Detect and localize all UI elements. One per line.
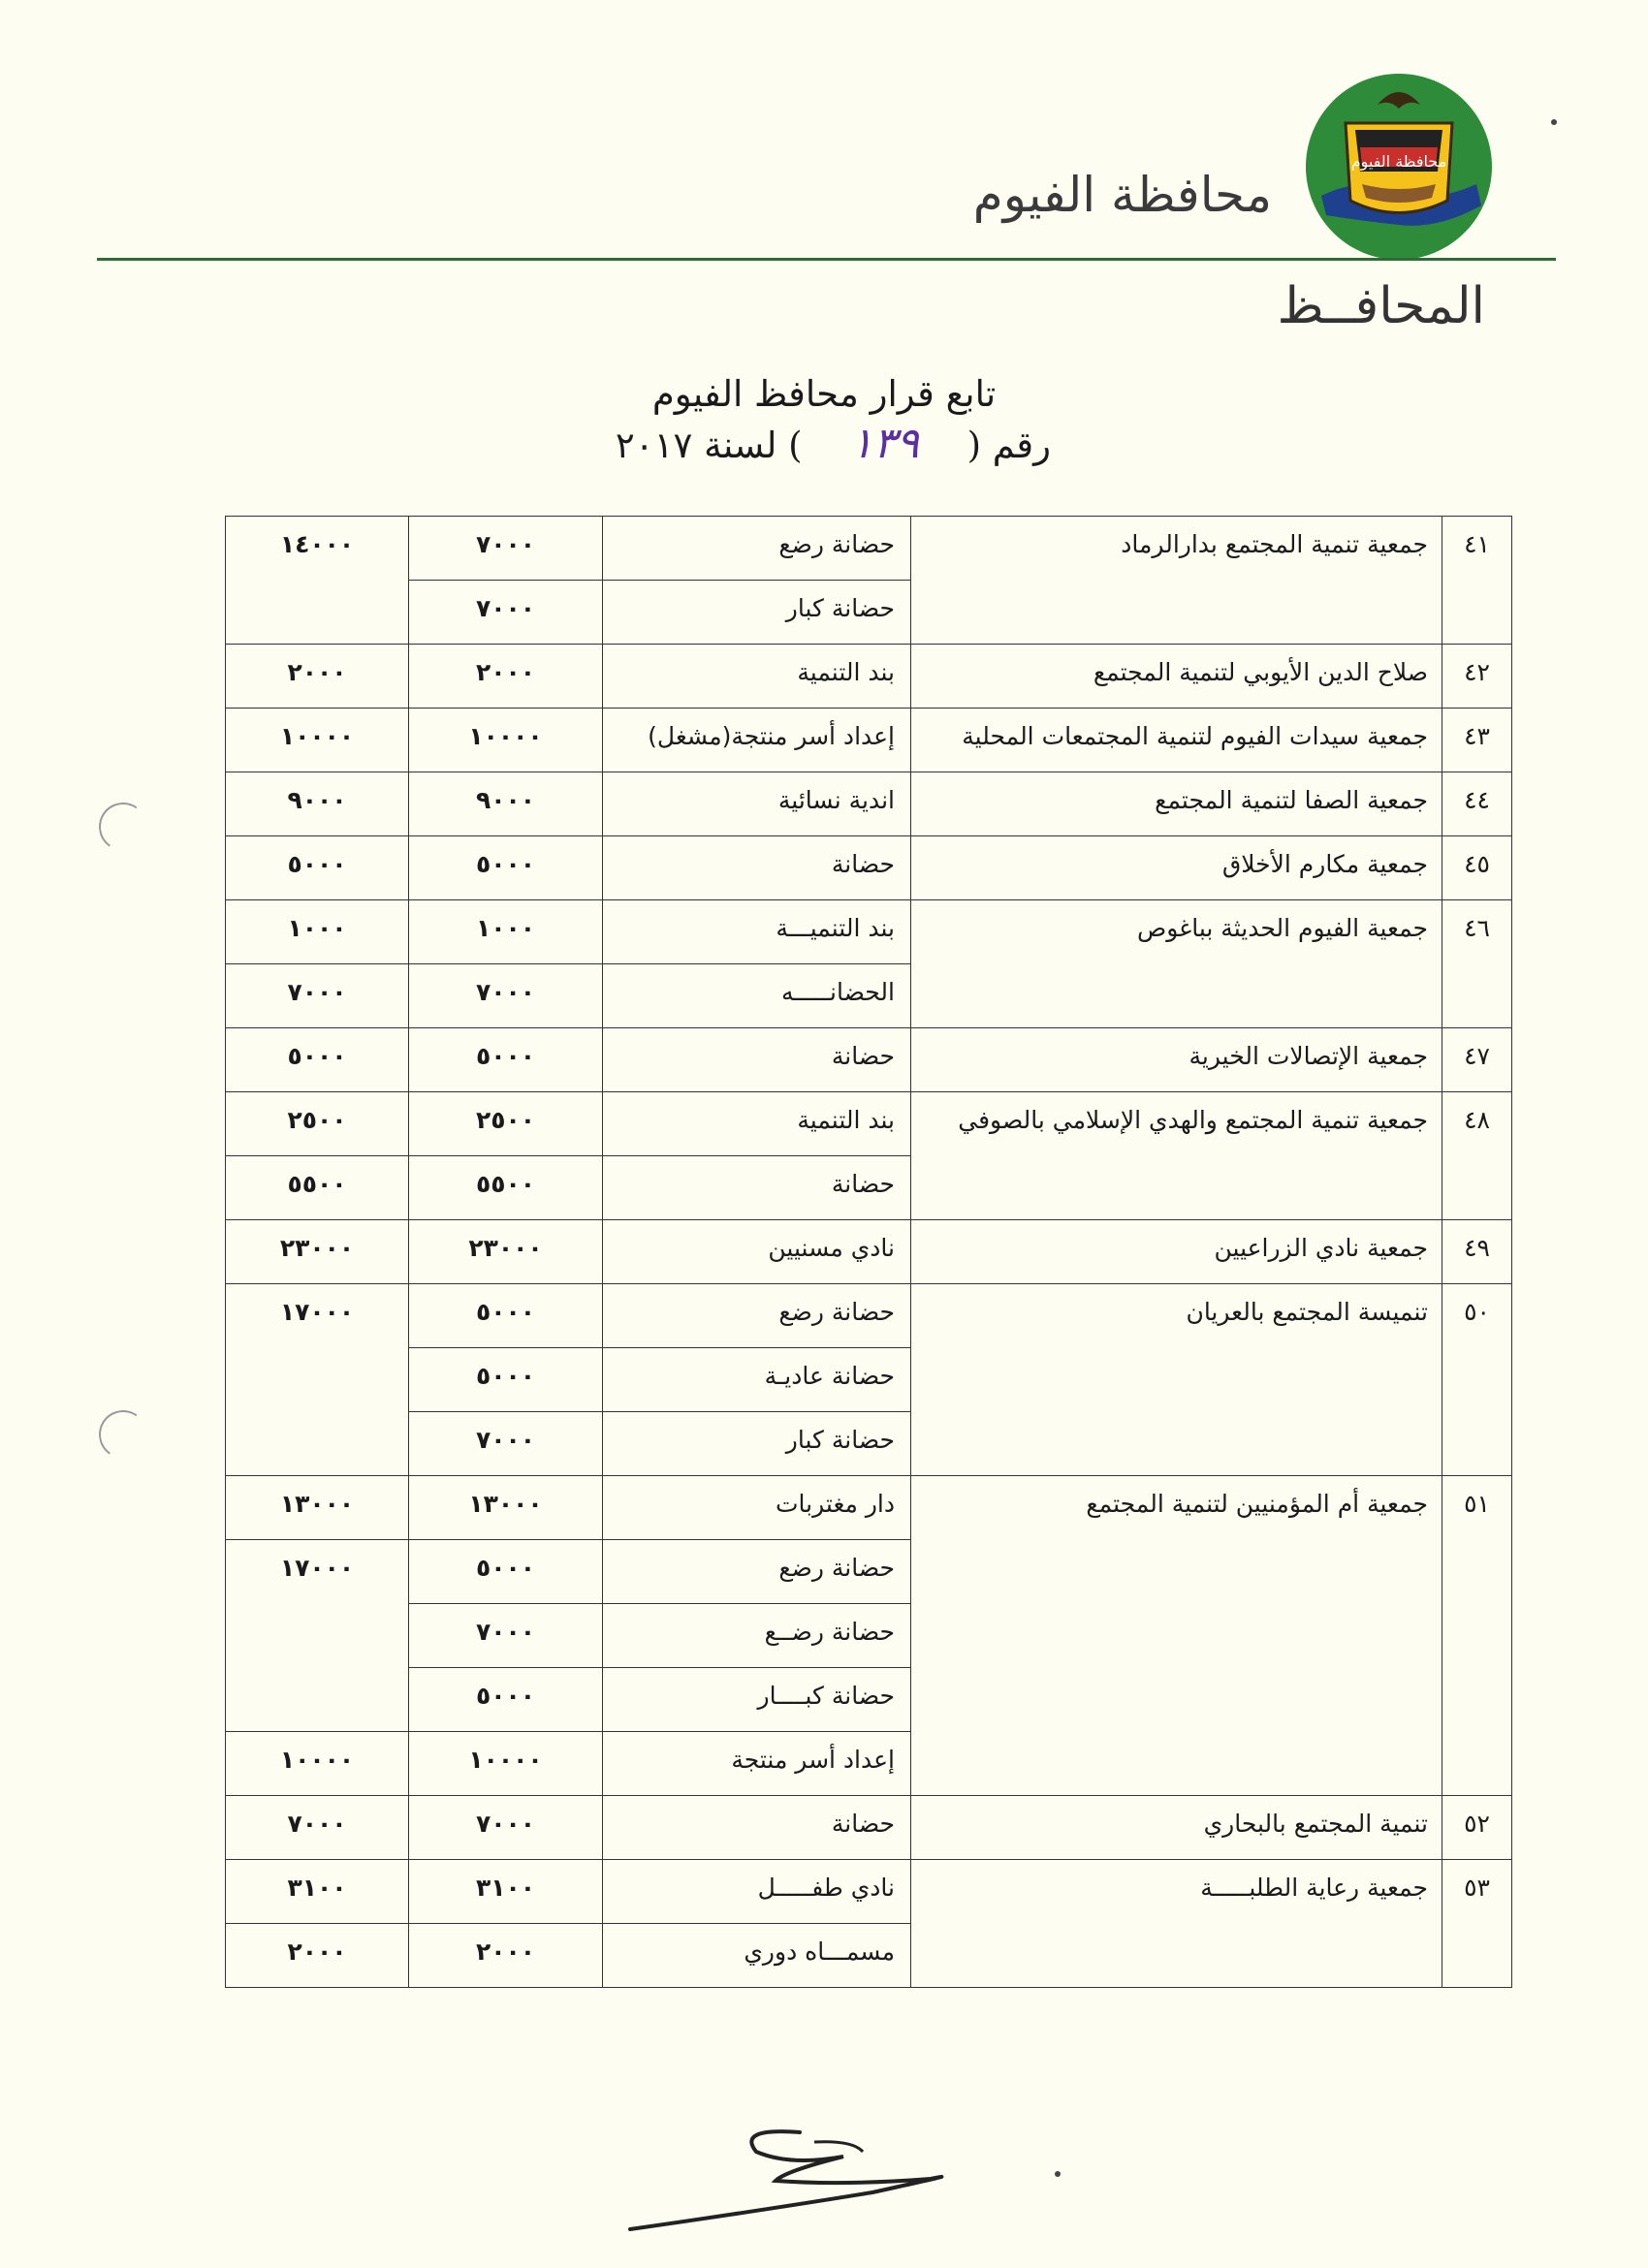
row-total: ٢٣٠٠٠	[226, 1220, 409, 1284]
item-amount: ٧٠٠٠	[409, 1796, 603, 1860]
row-total: ١٧٠٠٠	[226, 1284, 409, 1476]
table-row	[226, 836, 1512, 900]
item-name: حضانة	[603, 1156, 911, 1220]
item-name: حضانة رضع	[603, 517, 911, 581]
item-amount: ١٠٠٠٠	[409, 1732, 603, 1796]
table-row	[226, 709, 1512, 772]
item-amount: ٥٠٠٠	[409, 1028, 603, 1092]
table-row	[226, 1028, 1512, 1092]
row-number: ٤٣	[1442, 709, 1512, 772]
table-row	[226, 1796, 1512, 1860]
decree-title: تابع قرار محافظ الفيوم	[651, 373, 997, 415]
punch-hole	[95, 799, 151, 855]
row-number: ٤٦	[1442, 900, 1512, 1028]
item-name: الحضانـــــه	[603, 964, 911, 1028]
item-name: بند التنمية	[603, 645, 911, 709]
item-amount: ٢٠٠٠	[409, 1924, 603, 1988]
office-title: المحافــظ	[1277, 277, 1485, 335]
speck	[1551, 119, 1557, 125]
item-amount: ٥٠٠٠	[409, 1668, 603, 1732]
organization-name: تنمية المجتمع بالبحاري	[911, 1796, 1442, 1860]
decree-number-line	[616, 419, 1051, 468]
row-number: ٤٧	[1442, 1028, 1512, 1092]
item-name: إعداد أسر منتجة(مشغل)	[603, 709, 911, 772]
row-total: ٧٠٠٠	[226, 1796, 409, 1860]
row-total: ٢٠٠٠	[226, 645, 409, 709]
item-name: نادي طفـــــل	[603, 1860, 911, 1924]
table-row	[226, 1220, 1512, 1284]
signature	[620, 2113, 1028, 2249]
table-row	[226, 1092, 1512, 1156]
organization-name: جمعية رعاية الطلبـــــة	[911, 1860, 1442, 1988]
item-amount: ٩٠٠٠	[409, 772, 603, 836]
item-amount: ١٠٠٠٠	[409, 709, 603, 772]
item-amount: ٧٠٠٠	[409, 964, 603, 1028]
item-amount: ٧٠٠٠	[409, 1604, 603, 1668]
row-number: ٥١	[1442, 1476, 1512, 1796]
row-number: ٥٣	[1442, 1860, 1512, 1988]
row-number: ٥٠	[1442, 1284, 1512, 1476]
item-amount: ١٠٠٠	[409, 900, 603, 964]
governorate-name: محافظة الفيوم	[972, 167, 1272, 223]
row-number: ٤١	[1442, 517, 1512, 645]
row-total: ١٧٠٠٠	[226, 1540, 409, 1732]
organization-name: جمعية تنمية المجتمع والهدي الإسلامي بالصوفي	[911, 1092, 1442, 1220]
row-total: ١٤٠٠٠	[226, 517, 409, 645]
row-total: ٢٠٠٠	[226, 1924, 409, 1988]
row-number: ٤٤	[1442, 772, 1512, 836]
organization-name: جمعية الفيوم الحديثة بباغوص	[911, 900, 1442, 1028]
item-amount: ٥٠٠٠	[409, 836, 603, 900]
item-name: إعداد أسر منتجة	[603, 1732, 911, 1796]
table-row	[226, 1860, 1512, 1924]
row-number: ٥٢	[1442, 1796, 1512, 1860]
row-total: ١٠٠٠٠	[226, 709, 409, 772]
item-name: حضانة كبار	[603, 581, 911, 645]
item-name: اندية نسائية	[603, 772, 911, 836]
item-name: حضانة	[603, 1028, 911, 1092]
item-name: حضانة	[603, 836, 911, 900]
organization-name: جمعية مكارم الأخلاق	[911, 836, 1442, 900]
row-total: ٥٠٠٠	[226, 1028, 409, 1092]
item-amount: ٥٠٠٠	[409, 1284, 603, 1348]
table-row	[226, 772, 1512, 836]
item-amount: ٣١٠٠	[409, 1860, 603, 1924]
item-amount: ٢٣٠٠٠	[409, 1220, 603, 1284]
item-name: نادي مسنيين	[603, 1220, 911, 1284]
row-total: ٢٥٠٠	[226, 1092, 409, 1156]
organization-name: جمعية الصفا لتنمية المجتمع	[911, 772, 1442, 836]
organization-name: جمعية سيدات الفيوم لتنمية المجتمعات المحلية	[911, 709, 1442, 772]
table-row	[226, 517, 1512, 581]
allocations-table	[225, 516, 1512, 1988]
item-name: بند التنميـــة	[603, 900, 911, 964]
organization-name: جمعية تنمية المجتمع بدارالرماد	[911, 517, 1442, 645]
item-amount: ٧٠٠٠	[409, 517, 603, 581]
row-total: ١٠٠٠٠	[226, 1732, 409, 1796]
decree-number-prefix: رقم (	[967, 425, 1051, 466]
item-amount: ٧٠٠٠	[409, 1412, 603, 1476]
decree-year: ) لسنة ٢٠١٧	[615, 425, 803, 466]
item-name: حضانة عاديـة	[603, 1348, 911, 1412]
organization-name: تنميسة المجتمع بالعريان	[911, 1284, 1442, 1476]
row-number: ٤٩	[1442, 1220, 1512, 1284]
organization-name: جمعية أم المؤمنيين لتنمية المجتمع	[911, 1476, 1442, 1796]
table-row	[226, 1476, 1512, 1540]
organization-name: جمعية الإتصالات الخيرية	[911, 1028, 1442, 1092]
governorate-logo	[1302, 70, 1496, 264]
row-total: ٥٥٠٠	[226, 1156, 409, 1220]
item-name: حضانة	[603, 1796, 911, 1860]
organization-name: جمعية نادي الزراعيين	[911, 1220, 1442, 1284]
item-amount: ٥٠٠٠	[409, 1348, 603, 1412]
item-name: مسمـــاه دوري	[603, 1924, 911, 1988]
item-amount: ١٣٠٠٠	[409, 1476, 603, 1540]
speck	[1055, 2171, 1061, 2177]
row-number: ٤٢	[1442, 645, 1512, 709]
item-name: بند التنمية	[603, 1092, 911, 1156]
table-row	[226, 645, 1512, 709]
item-amount: ٥٠٠٠	[409, 1540, 603, 1604]
item-name: دار مغتربات	[603, 1476, 911, 1540]
row-total: ٧٠٠٠	[226, 964, 409, 1028]
item-name: حضانة كبــــار	[603, 1668, 911, 1732]
item-amount: ٧٠٠٠	[409, 581, 603, 645]
table-row	[226, 1284, 1512, 1348]
row-total: ٩٠٠٠	[226, 772, 409, 836]
table-row	[226, 900, 1512, 964]
header-divider	[97, 258, 1556, 261]
item-amount: ٢٠٠٠	[409, 645, 603, 709]
organization-name: صلاح الدين الأيوبي لتنمية المجتمع	[911, 645, 1442, 709]
item-name: حضانة رضع	[603, 1540, 911, 1604]
row-total: ٣١٠٠	[226, 1860, 409, 1924]
decree-number: ١٣٩	[850, 419, 920, 468]
item-amount: ٢٥٠٠	[409, 1092, 603, 1156]
row-number: ٤٥	[1442, 836, 1512, 900]
item-amount: ٥٥٠٠	[409, 1156, 603, 1220]
item-name: حضانة رضع	[603, 1284, 911, 1348]
row-total: ١٠٠٠	[226, 900, 409, 964]
item-name: حضانة رضــع	[603, 1604, 911, 1668]
row-total: ٥٠٠٠	[226, 836, 409, 900]
item-name: حضانة كبار	[603, 1412, 911, 1476]
punch-hole	[95, 1406, 151, 1463]
svg-text:محافظة الفيوم: محافظة الفيوم	[1350, 152, 1447, 171]
row-total: ١٣٠٠٠	[226, 1476, 409, 1540]
row-number: ٤٨	[1442, 1092, 1512, 1220]
